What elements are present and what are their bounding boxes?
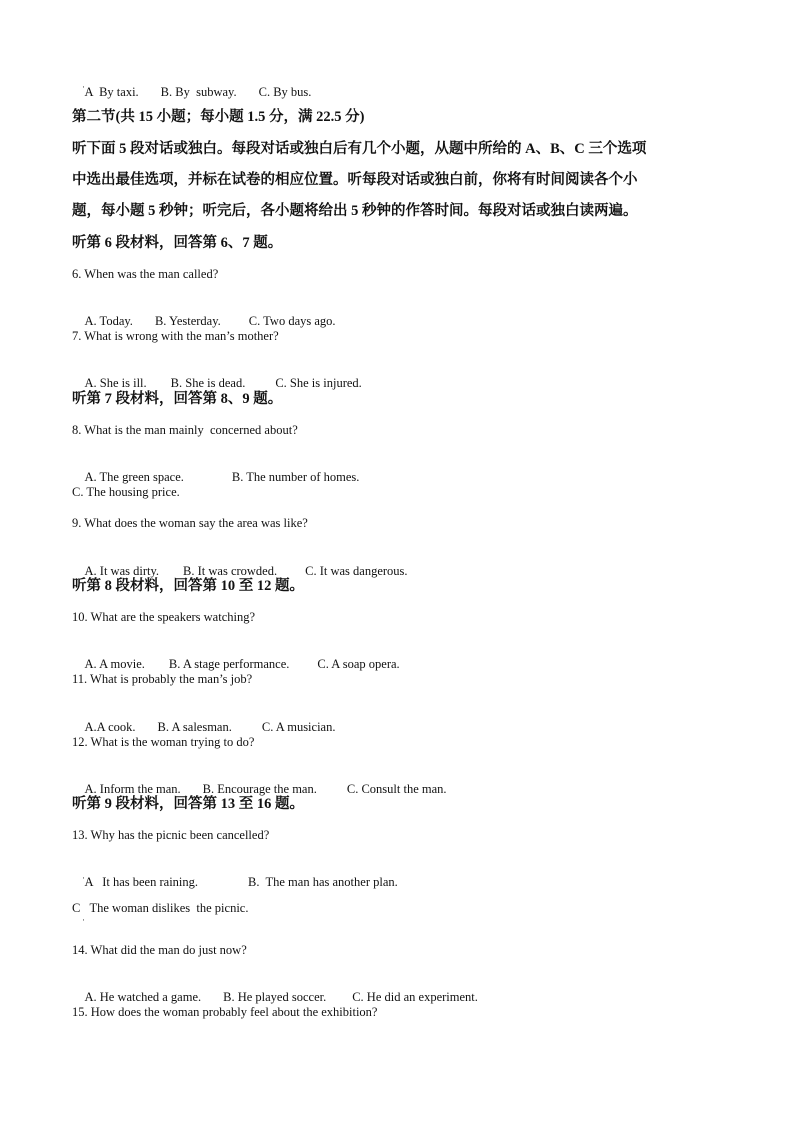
q9-option-a: A. It was dirty. [84, 564, 160, 578]
q11-option-a: A.A cook. [84, 720, 136, 734]
question-14: 14. What did the man do just now? [72, 943, 247, 957]
question-10: 10. What are the speakers watching? [72, 610, 256, 624]
question-8: 8. What is the man mainly concerned about? [72, 423, 298, 437]
q12-option-a: A. Inform the man. [84, 782, 181, 796]
q8-option-b: B. The number of homes. [231, 470, 360, 484]
instructions-line-2: 中选出最佳选项，并标在试卷的相应位置。听每段对话或独白前，你将有时间阅读各个小 [72, 172, 638, 188]
q14-option-c: C. He did an experiment. [352, 990, 478, 1004]
segment-9-heading: 听第 9 段材料，回答第 13 至 16 题。 [72, 796, 304, 812]
segment-6-heading: 听第 6 段材料，回答第 6、7 题。 [72, 235, 283, 251]
section-title: 第二节(共 15 小题；每小题 1.5 分，满 22.5 分) [72, 109, 365, 125]
q13-option-a: A It has been raining. [84, 875, 199, 889]
q10-option-a: A. A movie. [84, 657, 145, 671]
question-6: 6. When was the man called? [72, 267, 219, 281]
q9-option-b: B. It was crowded. [183, 564, 278, 578]
q13-options-row-1 [72, 858, 398, 906]
q5-option-a: A By taxi. [84, 85, 139, 99]
q8-option-c: C. The housing price. [72, 485, 180, 499]
segment-7-heading: 听第 7 段材料，回答第 8、9 题。 [72, 391, 283, 407]
q6-option-c: C. Two days ago. [248, 314, 336, 328]
q14-option-a: A. He watched a game. [84, 990, 202, 1004]
q7-option-a: A. She is ill. [84, 376, 147, 390]
question-11: 11. What is probably the man’s job? [72, 672, 253, 686]
question-13: 13. Why has the picnic been cancelled? [72, 828, 270, 842]
q6-option-b: B. Yesterday. [154, 314, 221, 328]
q7-option-c: C. She is injured. [275, 376, 362, 390]
q13-option-b: B. The man has another plan. [248, 875, 398, 889]
q9-option-c: C. It was dangerous. [305, 564, 408, 578]
question-12: 12. What is the woman trying to do? [72, 735, 255, 749]
dot-mark: · [82, 873, 85, 883]
q13-option-c: C The woman dislikes the picnic. [72, 901, 249, 915]
q12-option-b: B. Encourage the man. [202, 782, 317, 796]
instructions-line-3: 题，每小题 5 秒钟；听完后，各小题将给出 5 秒钟的作答时间。每段对话或独白读两遍。 [72, 203, 638, 219]
segment-8-heading: 听第 8 段材料，回答第 10 至 12 题。 [72, 578, 304, 594]
dot-mark: · [82, 82, 85, 92]
q8-option-a: A. The green space. [84, 470, 184, 484]
q10-option-b: B. A stage performance. [168, 657, 290, 671]
question-15: 15. How does the woman probably feel about the exhibition? [72, 1005, 378, 1019]
dot-mark: · [82, 915, 85, 925]
question-7: 7. What is wrong with the man’s mother? [72, 329, 279, 343]
q7-option-b: B. She is dead. [170, 376, 246, 390]
q5-option-c: C. By bus. [258, 85, 312, 99]
instructions-line-1: 听下面 5 段对话或独白。每段对话或独白后有几个小题，从题中所给的 A、B、C 三个选项 [72, 141, 647, 157]
question-9: 9. What does the woman say the area was like? [72, 516, 308, 530]
q5-option-b: B. By subway. [160, 85, 237, 99]
q12-option-c: C. Consult the man. [346, 782, 447, 796]
q11-option-c: C. A musician. [261, 720, 336, 734]
q10-option-c: C. A soap opera. [317, 657, 400, 671]
q14-option-b: B. He played soccer. [223, 990, 327, 1004]
q6-option-a: A. Today. [84, 314, 133, 328]
q11-option-b: B. A salesman. [157, 720, 232, 734]
